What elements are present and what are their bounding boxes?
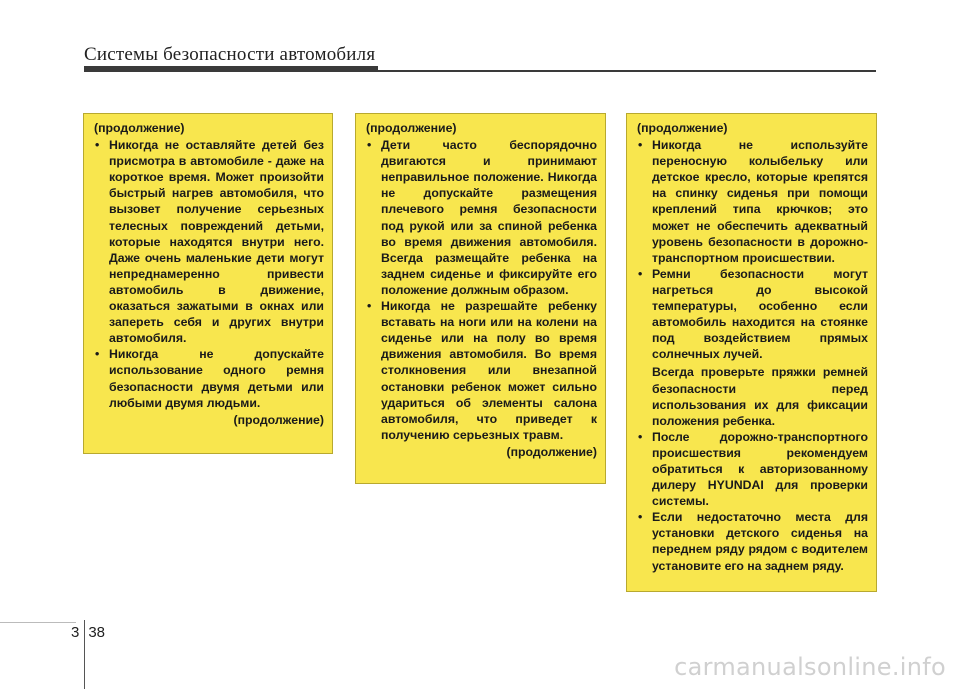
continued-label: (продолжение) — [366, 121, 457, 135]
page-number — [71, 624, 105, 641]
header-rule-thin — [378, 70, 876, 72]
chapter-number: 3 — [71, 624, 80, 641]
warning-item-continuation: Всегда проверьте пряжки ремней безопасности перед использования их для фиксации положения ребенка. — [652, 365, 868, 428]
continued-label: (продолжение) — [637, 121, 728, 135]
footer-rule — [0, 622, 76, 623]
warning-item: • После дорожно-транспортного происшествия рекомендуем обратиться к авторизованному дилеру HYUNDAI для проверки системы. — [635, 429, 868, 509]
warning-item: • Никогда не используйте переносную колыбельку или детское кресло, которые крепятся на спинку сиденья при помощи креплений типа крючков; это может не обеспечить адекватный уровень безопасности в дорожно-транспортном происшествии. — [635, 137, 868, 266]
page-number-value: 38 — [88, 624, 106, 641]
warning-box-3 — [626, 113, 877, 592]
warning-item: • Никогда не допускайте использование одного ремня безопасности двумя детьми или любыми двумя людьми. — [92, 346, 324, 410]
warning-item: • Если недостаточно места для установки детского сиденья на переднем ряду рядом с водителем установите его на заднем ряду. — [635, 509, 868, 573]
warning-box-2 — [355, 113, 606, 484]
continued-label: (продолжение) — [233, 412, 324, 427]
header-rule-thick — [84, 66, 378, 72]
warning-item: • Ремни безопасности могут нагреться до высокой температуры, особенно если автомобиль находится на стоянке под воздействием прямых солнечных лучей. — [635, 266, 868, 363]
watermark: carmanualsonline.info — [674, 653, 946, 681]
warning-item: • Никогда не разрешайте ребенку вставать на ноги или на колени на сиденье или на полу во время движения автомобиля. Во время столкновения или внезапной остановки ребенок может сильно удариться об элементы салона автомобиля, что приведет к получению серьезных травм. — [364, 298, 597, 443]
continued-label: (продолжение) — [506, 444, 597, 459]
warning-item: • Дети часто беспорядочно двигаются и принимают неправильное положение. Никогда не допускайте размещения плечевого ремня безопасности под рукой или за спиной ребенка во время движения автомобиля. Всегда размещайте ребенка на заднем сиденье и фиксируйте его положение должным образом. — [364, 137, 597, 298]
section-title: Системы безопасности автомобиля — [84, 44, 376, 65]
warning-item: • Никогда не оставляйте детей без присмотра в автомобиле - даже на короткое время. Может произойти быстрый нагрев автомобиля, что вызовет получение серьезных телесных повреждений детьми, которые находятся внутри него. Даже очень маленькие дети могут непреднамеренно привести автомобиль в движение, оказаться зажатыми в окнах или запереть себя и других внутри автомобиля. — [92, 137, 324, 346]
warning-box-1 — [83, 113, 333, 454]
continued-label: (продолжение) — [94, 121, 185, 135]
